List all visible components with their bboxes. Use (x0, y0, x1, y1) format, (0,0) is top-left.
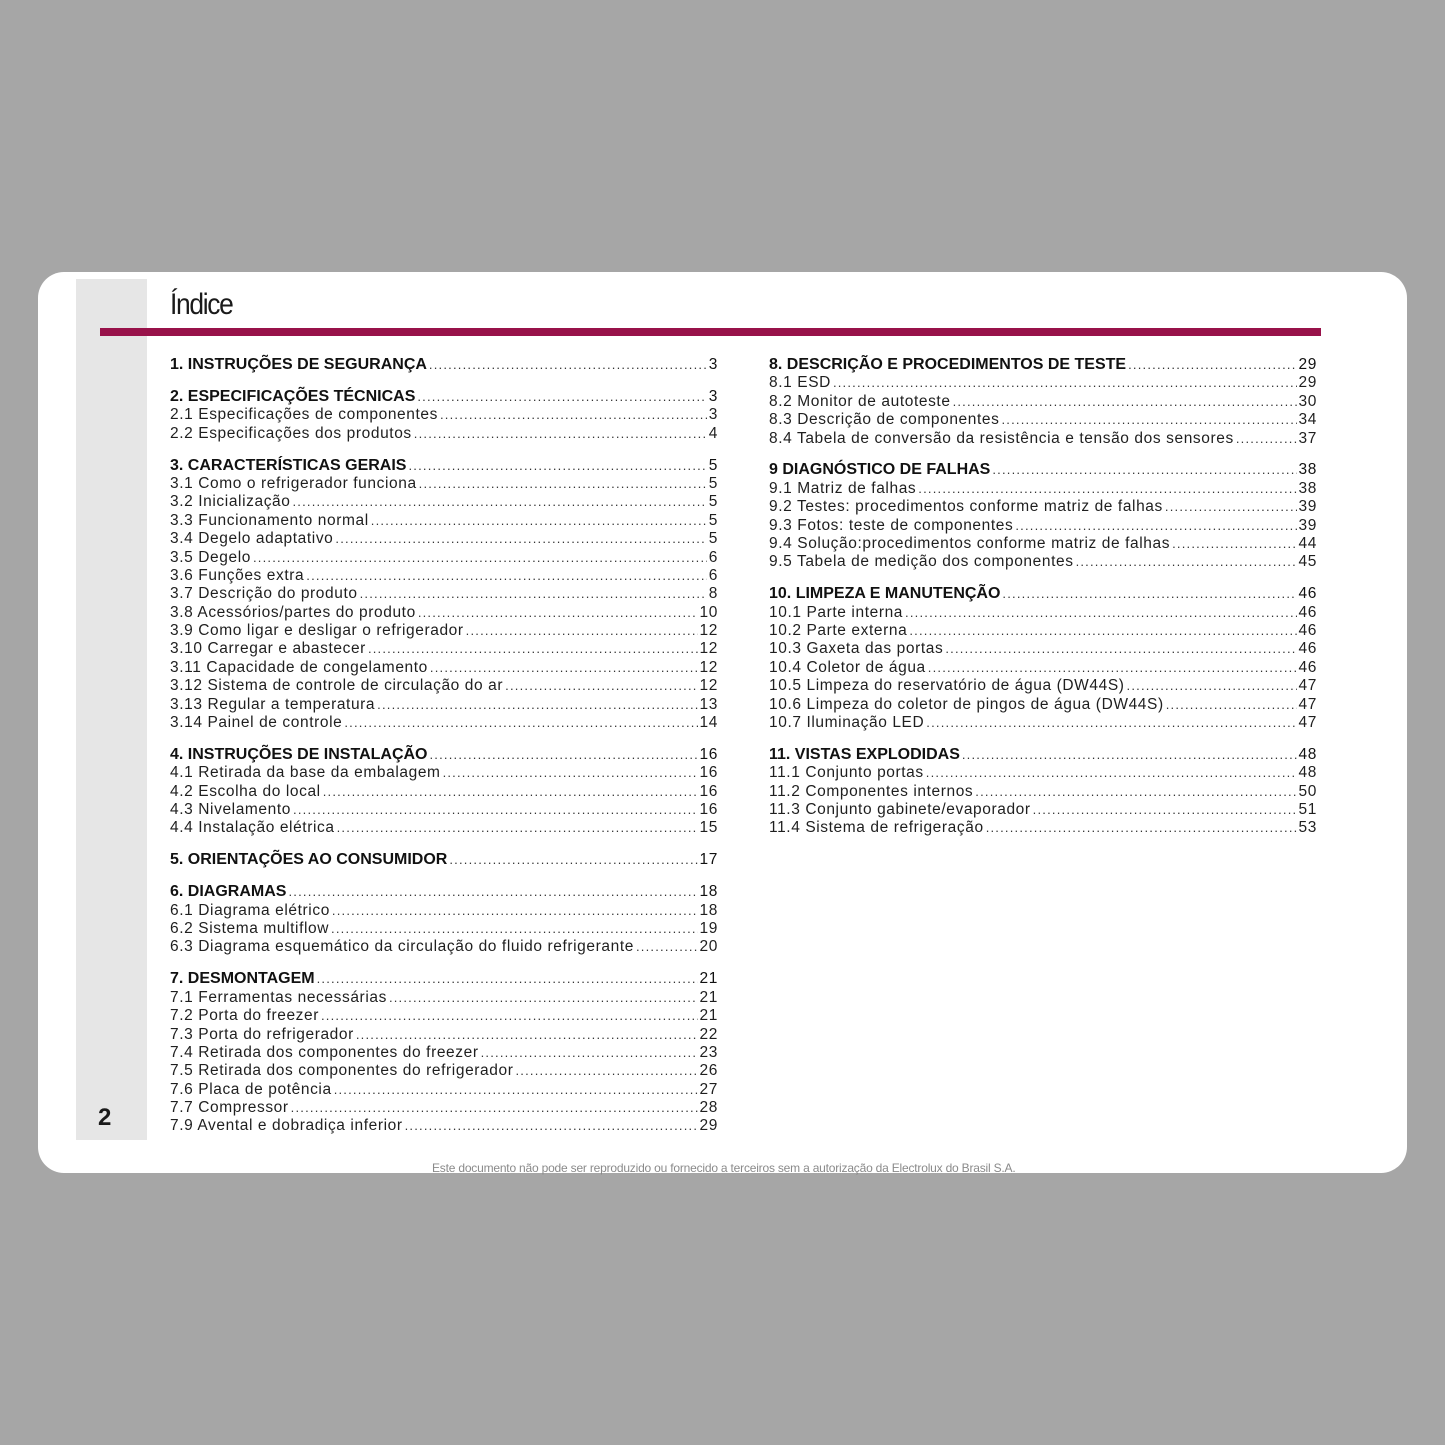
toc-entry-label: 2.2 Especificações dos produtos (170, 424, 412, 442)
toc-page-number: 29 (1298, 356, 1317, 373)
toc-page-number: 5 (708, 456, 718, 474)
toc-section-heading[interactable] (769, 356, 1317, 374)
dot-leader (418, 604, 698, 622)
toc-entry-label: 11. VISTAS EXPLODIDAS (769, 745, 960, 763)
toc-page-number: 5 (708, 530, 718, 548)
toc-entry-label: 7.9 Avental e dobradiça inferior (170, 1117, 403, 1135)
toc-page-number: 27 (699, 1080, 718, 1098)
toc-section (769, 356, 1317, 448)
dot-leader (356, 1026, 698, 1044)
toc-entry-label: 3.9 Como ligar e desligar o refrigerador (170, 622, 464, 640)
toc-entry-label: 3.1 Como o refrigerador funciona (170, 474, 417, 492)
dot-leader (481, 1044, 698, 1062)
dot-leader (905, 604, 1297, 622)
toc-entry[interactable] (769, 535, 1317, 553)
dot-leader (945, 640, 1296, 658)
toc-page-number: 5 (708, 474, 718, 492)
toc-page-number: 18 (699, 901, 718, 919)
toc-section-heading[interactable] (170, 883, 718, 901)
dot-leader (440, 406, 707, 424)
toc-entry[interactable] (170, 1007, 718, 1025)
toc-section-heading[interactable] (170, 970, 718, 988)
toc-entry-label: 3.10 Carregar e abastecer (170, 640, 366, 658)
toc-entry-label: 7.1 Ferramentas necessárias (170, 988, 387, 1006)
toc-page-number: 39 (1298, 516, 1317, 534)
toc-entry[interactable] (769, 677, 1317, 695)
toc-entry-label: 3. CARACTERÍSTICAS GERAIS (170, 456, 407, 474)
toc-page-number: 29 (1298, 374, 1317, 392)
toc-entry-label: 4.4 Instalação elétrica (170, 819, 335, 837)
toc-page-number: 48 (1298, 764, 1317, 782)
toc-entry[interactable] (170, 677, 718, 695)
dot-leader (405, 1117, 698, 1135)
toc-entry-label: 11.3 Conjunto gabinete/evaporador (769, 801, 1031, 819)
toc-entry[interactable] (769, 696, 1317, 714)
dot-leader (1076, 553, 1297, 571)
title-divider (100, 328, 1321, 336)
toc-entry[interactable] (170, 1044, 718, 1062)
toc-page-number: 39 (1298, 498, 1317, 516)
toc-entry-label: 10.4 Coletor de água (769, 658, 926, 676)
toc-entry[interactable] (170, 801, 718, 819)
toc-entry-label: 4.3 Nivelamento (170, 801, 292, 819)
toc-entry[interactable] (170, 714, 718, 732)
toc-entry-label: 9.3 Fotos: teste de componentes (769, 516, 1014, 534)
dot-leader (371, 512, 707, 530)
toc-entry-label: 7.5 Retirada dos componentes do refrigerador (170, 1062, 514, 1080)
dot-leader (986, 819, 1297, 837)
toc-entry-label: 7.2 Porta do freezer (170, 1007, 319, 1025)
toc-page-number: 3 (708, 387, 718, 405)
dot-leader (992, 461, 1296, 479)
toc-entry[interactable] (769, 801, 1317, 819)
dot-leader (323, 783, 698, 801)
dot-leader (344, 714, 697, 732)
toc-entry[interactable] (769, 393, 1317, 411)
toc-entry-label: 10.5 Limpeza do reservatório de água (DW44S) (769, 677, 1125, 695)
toc-page-number: 26 (699, 1062, 718, 1080)
dot-leader (1165, 498, 1297, 516)
toc-entry-label: 3.7 Descrição do produto (170, 585, 358, 603)
toc-entry-label: 9.1 Matriz de falhas (769, 479, 917, 497)
toc-page-number: 15 (699, 819, 718, 837)
toc-entry[interactable] (769, 783, 1317, 801)
dot-leader (291, 1099, 698, 1117)
toc-entry[interactable] (769, 517, 1317, 535)
toc-page-number: 5 (708, 511, 718, 529)
toc-page-number: 38 (1298, 479, 1317, 497)
dot-leader (918, 480, 1296, 498)
toc-entry-label: 10.1 Parte interna (769, 603, 904, 621)
dot-leader (962, 746, 1297, 764)
toc-entry-label: 11.2 Componentes internos (769, 782, 974, 800)
dot-leader (429, 356, 707, 374)
toc-page-number: 44 (1298, 535, 1317, 553)
dot-leader (368, 640, 698, 658)
toc-page-number: 17 (699, 851, 718, 869)
toc-entry[interactable] (170, 764, 718, 782)
dot-leader (466, 622, 698, 640)
toc-section (170, 970, 718, 1136)
toc-entry[interactable] (769, 714, 1317, 732)
toc-entry-label: 2.1 Especificações de componentes (170, 406, 438, 424)
dot-leader (449, 851, 697, 869)
toc-section (769, 585, 1317, 732)
toc-page-number: 13 (699, 695, 718, 713)
toc-page-number: 34 (1298, 411, 1317, 429)
page-number: 2 (98, 1104, 112, 1131)
toc-entry[interactable] (170, 493, 718, 511)
toc-page-number: 46 (1298, 622, 1317, 640)
toc-page-number: 47 (1298, 677, 1317, 695)
toc-page-number: 51 (1298, 801, 1317, 819)
toc-entry-label: 3.14 Painel de controle (170, 714, 343, 732)
toc-entry[interactable] (769, 480, 1317, 498)
toc-entry[interactable] (170, 512, 718, 530)
toc-entry-label: 7. DESMONTAGEM (170, 970, 315, 988)
dot-leader (1172, 535, 1296, 553)
toc-entry[interactable] (170, 1099, 718, 1117)
toc-entry[interactable] (170, 1026, 718, 1044)
toc-entry[interactable] (769, 374, 1317, 392)
toc-entry-label: 10.7 Iluminação LED (769, 714, 925, 732)
toc-entry-label: 10.6 Limpeza do coletor de pingos de água (DW44S) (769, 695, 1164, 713)
toc-section-heading[interactable] (170, 457, 718, 475)
dot-leader (1236, 430, 1297, 448)
toc-page-number: 18 (699, 883, 718, 901)
dot-leader (253, 549, 707, 567)
toc-entry-label: 3.11 Capacidade de congelamento (170, 658, 428, 676)
dot-leader (306, 567, 706, 585)
toc-entry-label: 6. DIAGRAMAS (170, 883, 287, 901)
toc-entry[interactable] (170, 1081, 718, 1099)
toc-entry[interactable] (170, 604, 718, 622)
toc-section-heading[interactable] (170, 851, 718, 869)
toc-column-left (170, 356, 718, 1149)
dot-leader (1166, 696, 1297, 714)
dot-leader (331, 920, 698, 938)
dot-leader (414, 425, 707, 443)
toc-page-number: 23 (699, 1043, 718, 1061)
toc-entry[interactable] (170, 530, 718, 548)
toc-page-number: 8 (708, 585, 718, 603)
toc-page-number: 3 (708, 356, 718, 373)
toc-page-number: 38 (1298, 461, 1317, 479)
toc-section-heading[interactable] (769, 585, 1317, 603)
toc-entry[interactable] (769, 498, 1317, 516)
dot-leader (332, 902, 698, 920)
toc-entry-label: 10. LIMPEZA E MANUTENÇÃO (769, 585, 1001, 603)
toc-section-heading[interactable] (170, 388, 718, 406)
toc-section (170, 457, 718, 733)
toc-entry[interactable] (170, 989, 718, 1007)
dot-leader (419, 475, 707, 493)
toc-section (769, 461, 1317, 571)
dot-leader (1002, 585, 1296, 603)
toc-entry-label: 8.2 Monitor de autoteste (769, 392, 951, 410)
toc-entry[interactable] (170, 938, 718, 956)
dot-leader (1001, 411, 1296, 429)
toc-entry[interactable] (170, 1117, 718, 1135)
toc-entry[interactable] (170, 622, 718, 640)
toc-entry[interactable] (769, 819, 1317, 837)
toc-entry[interactable] (170, 696, 718, 714)
dot-leader (417, 388, 706, 406)
toc-entry-label: 4. INSTRUÇÕES DE INSTALAÇÃO (170, 745, 428, 763)
dot-leader (909, 622, 1296, 640)
toc-page-number: 12 (699, 640, 718, 658)
page-title: Índice (170, 288, 233, 321)
toc-section (170, 388, 718, 443)
dot-leader (430, 746, 698, 764)
toc-page-number: 47 (1298, 714, 1317, 732)
dot-leader (1033, 801, 1297, 819)
toc-entry-label: 10.3 Gaxeta das portas (769, 640, 944, 658)
dot-leader (515, 1062, 697, 1080)
toc-entry[interactable] (170, 549, 718, 567)
toc-page-number: 47 (1298, 695, 1317, 713)
dot-leader (408, 457, 706, 475)
dot-leader (1128, 356, 1296, 374)
toc-entry-label: 3.8 Acessórios/partes do produto (170, 603, 416, 621)
toc-entry[interactable] (170, 567, 718, 585)
dot-leader (833, 374, 1297, 392)
toc-entry-label: 6.1 Diagrama elétrico (170, 901, 330, 919)
toc-entry-label: 5. ORIENTAÇÕES AO CONSUMIDOR (170, 851, 448, 869)
toc-entry-label: 3.5 Degelo (170, 548, 251, 566)
toc-page-number: 53 (1298, 819, 1317, 837)
dot-leader (337, 819, 698, 837)
toc-entry-label: 2. ESPECIFICAÇÕES TÉCNICAS (170, 387, 416, 405)
toc-section (170, 851, 718, 869)
dot-leader (953, 393, 1297, 411)
toc-entry[interactable] (769, 764, 1317, 782)
toc-page-number: 16 (699, 745, 718, 763)
toc-page-number: 19 (699, 920, 718, 938)
toc-section (170, 746, 718, 838)
dot-leader (293, 801, 698, 819)
toc-entry-label: 8.4 Tabela de conversão da resistência e tensão dos sensores (769, 429, 1234, 447)
toc-page-number: 28 (699, 1099, 718, 1117)
toc-page-number: 4 (708, 424, 718, 442)
toc-section-heading[interactable] (170, 356, 718, 374)
dot-leader (975, 783, 1296, 801)
toc-entry-label: 9.5 Tabela de medição dos componentes (769, 553, 1074, 571)
toc-page-number: 6 (708, 548, 718, 566)
toc-section (769, 746, 1317, 838)
toc-entry-label: 3.6 Funções extra (170, 566, 305, 584)
toc-entry[interactable] (170, 475, 718, 493)
dot-leader (928, 659, 1297, 677)
dot-leader (430, 659, 698, 677)
toc-page-number: 21 (699, 988, 718, 1006)
toc-page-number: 46 (1298, 603, 1317, 621)
toc-page-number: 29 (699, 1117, 718, 1135)
toc-entry[interactable] (769, 622, 1317, 640)
toc-page-number: 46 (1298, 640, 1317, 658)
toc-entry-label: 3.4 Degelo adaptativo (170, 530, 334, 548)
toc-entry[interactable] (769, 604, 1317, 622)
dot-leader (926, 764, 1297, 782)
toc-entry-label: 11.4 Sistema de refrigeração (769, 819, 984, 837)
toc-entry[interactable] (170, 640, 718, 658)
toc-entry-label: 3.12 Sistema de controle de circulação do ar (170, 677, 504, 695)
dot-leader (288, 883, 697, 901)
toc-page-number: 10 (699, 603, 718, 621)
toc-entry-label: 7.6 Placa de potência (170, 1080, 332, 1098)
toc-section-heading[interactable] (769, 461, 1317, 479)
dot-leader (334, 1081, 698, 1099)
side-strip (76, 279, 147, 1140)
toc-column-right (769, 356, 1317, 851)
toc-entry-label: 8.1 ESD (769, 374, 831, 392)
dot-leader (636, 938, 698, 956)
toc-entry-label: 7.3 Porta do refrigerador (170, 1025, 354, 1043)
toc-entry-label: 7.7 Compressor (170, 1099, 289, 1117)
toc-entry[interactable] (170, 920, 718, 938)
toc-entry[interactable] (170, 819, 718, 837)
toc-page-number: 16 (699, 764, 718, 782)
toc-section-heading[interactable] (769, 746, 1317, 764)
toc-section (170, 356, 718, 374)
toc-entry-label: 8.3 Descrição de componentes (769, 411, 1000, 429)
toc-page-number: 20 (699, 938, 718, 956)
dot-leader (1127, 677, 1297, 695)
toc-entry-label: 11.1 Conjunto portas (769, 764, 924, 782)
toc-entry[interactable] (170, 783, 718, 801)
toc-entry-label: 6.3 Diagrama esquemático da circulação do fluido refrigerante (170, 938, 634, 956)
toc-page-number: 48 (1298, 745, 1317, 763)
dot-leader (293, 493, 707, 511)
toc-entry[interactable] (769, 659, 1317, 677)
toc-entry[interactable] (769, 411, 1317, 429)
toc-page-number: 12 (699, 622, 718, 640)
toc-entry[interactable] (170, 585, 718, 603)
dot-leader (360, 585, 707, 603)
footer-note: Este documento não pode ser reproduzido ou fornecido a terceiros sem a autorização da Electrolux do Brasil S.A. (432, 1161, 1016, 1175)
toc-entry-label: 9.2 Testes: procedimentos conforme matriz de falhas (769, 498, 1163, 516)
dot-leader (377, 696, 697, 714)
toc-page-number: 50 (1298, 782, 1317, 800)
toc-page-number: 14 (699, 714, 718, 732)
toc-entry-label: 8. DESCRIÇÃO E PROCEDIMENTOS DE TESTE (769, 356, 1127, 373)
toc-page-number: 21 (699, 970, 718, 988)
toc-section (170, 883, 718, 957)
toc-page-number: 6 (708, 566, 718, 584)
toc-page-number: 22 (699, 1025, 718, 1043)
toc-section-heading[interactable] (170, 746, 718, 764)
toc-entry-label: 4.1 Retirada da base da embalagem (170, 764, 441, 782)
dot-leader (443, 764, 698, 782)
toc-page-number: 5 (708, 493, 718, 511)
toc-entry[interactable] (170, 425, 718, 443)
toc-page-number: 12 (699, 658, 718, 676)
dot-leader (505, 677, 697, 695)
toc-entry-label: 10.2 Parte externa (769, 622, 908, 640)
dot-leader (317, 970, 698, 988)
toc-entry[interactable] (170, 406, 718, 424)
toc-entry[interactable] (170, 902, 718, 920)
toc-entry-label: 3.2 Inicialização (170, 493, 291, 511)
toc-page-number: 21 (699, 1007, 718, 1025)
toc-entry-label: 6.2 Sistema multiflow (170, 920, 330, 938)
document-page (38, 272, 1407, 1173)
toc-page-number: 30 (1298, 392, 1317, 410)
toc-entry-label: 1. INSTRUÇÕES DE SEGURANÇA (170, 356, 427, 373)
toc-page-number: 37 (1298, 429, 1317, 447)
toc-entry[interactable] (769, 640, 1317, 658)
toc-entry-label: 9 DIAGNÓSTICO DE FALHAS (769, 461, 991, 479)
dot-leader (335, 530, 706, 548)
dot-leader (321, 1007, 698, 1025)
toc-page-number: 3 (708, 406, 718, 424)
toc-page-number: 16 (699, 782, 718, 800)
toc-entry[interactable] (170, 1062, 718, 1080)
toc-entry-label: 7.4 Retirada dos componentes do freezer (170, 1043, 479, 1061)
toc-entry-label: 9.4 Solução:procedimentos conforme matriz de falhas (769, 535, 1171, 553)
toc-entry[interactable] (769, 430, 1317, 448)
dot-leader (926, 714, 1296, 732)
dot-leader (1015, 517, 1296, 535)
toc-entry-label: 3.3 Funcionamento normal (170, 511, 369, 529)
toc-entry[interactable] (769, 553, 1317, 571)
toc-page-number: 46 (1298, 585, 1317, 603)
dot-leader (389, 989, 698, 1007)
toc-page-number: 12 (699, 677, 718, 695)
toc-entry-label: 4.2 Escolha do local (170, 782, 321, 800)
toc-page-number: 46 (1298, 658, 1317, 676)
toc-page-number: 45 (1298, 553, 1317, 571)
toc-entry-label: 3.13 Regular a temperatura (170, 695, 376, 713)
toc-page-number: 16 (699, 801, 718, 819)
toc-entry[interactable] (170, 659, 718, 677)
